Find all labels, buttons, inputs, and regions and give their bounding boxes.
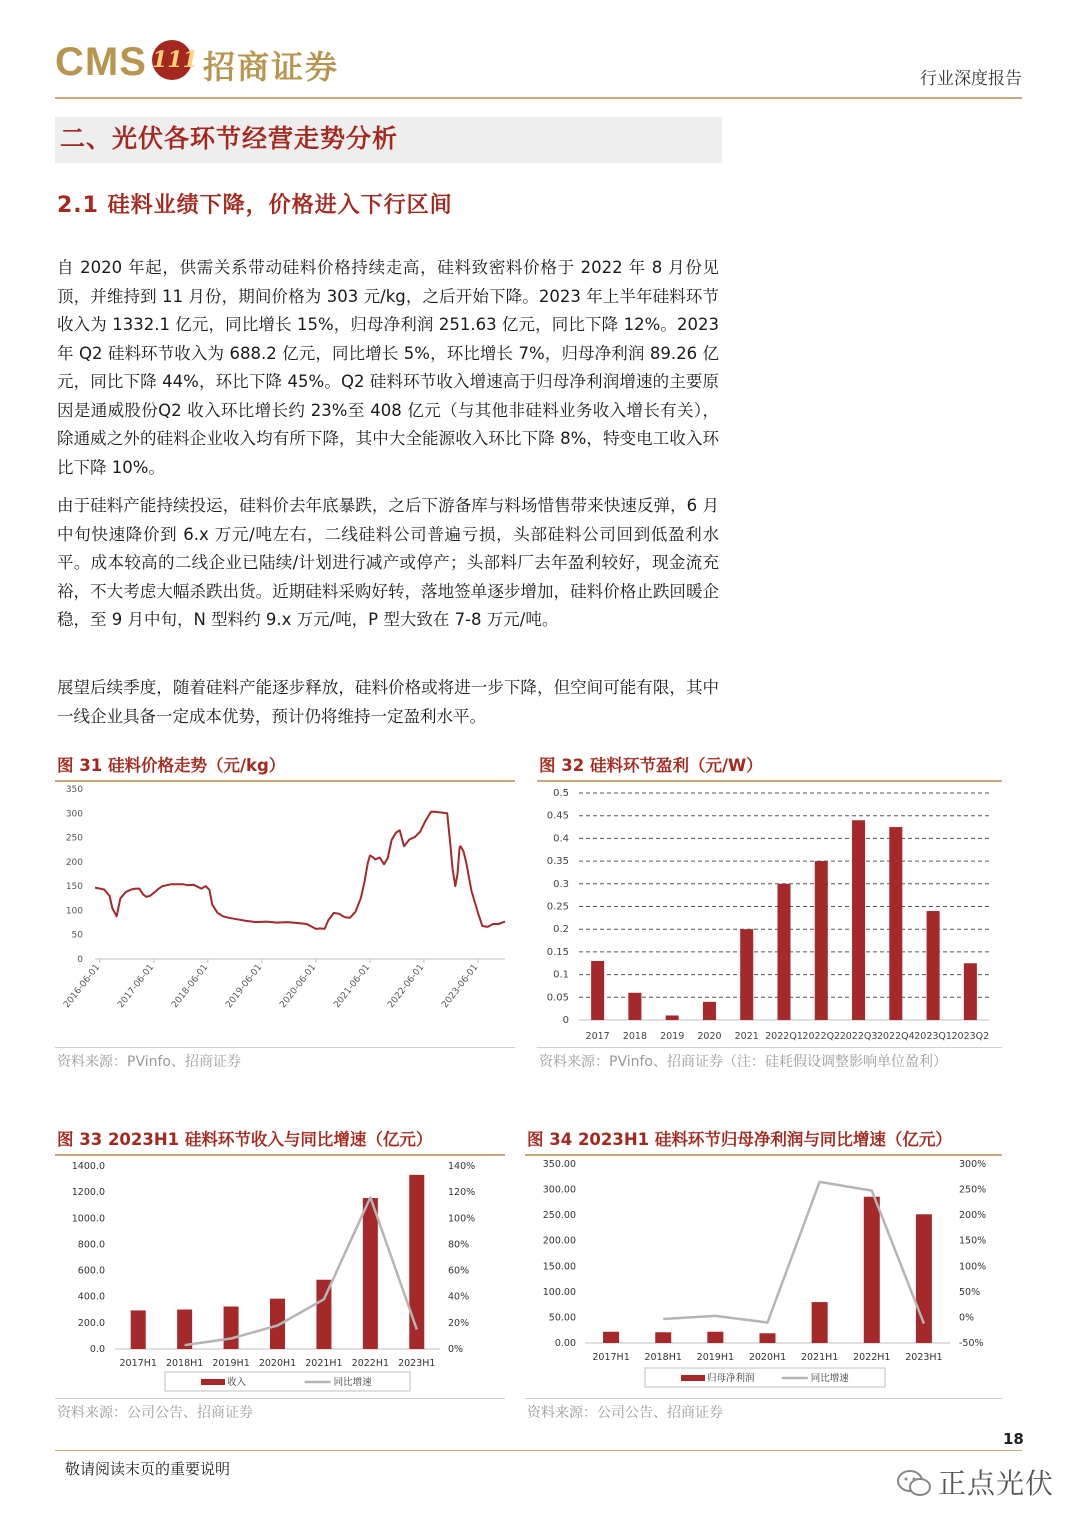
- x-tick-label: 2021-06-01: [332, 962, 373, 1011]
- figure-33-source: 资料来源：公司公告、招商证券: [57, 1405, 253, 1421]
- figure-32-source: 资料来源：PVinfo、招商证券（注：硅耗假设调整影响单位盈利）: [539, 1054, 947, 1070]
- y-right-tick-label: 0%: [448, 1344, 464, 1355]
- x-tick-label: 2019H1: [696, 1352, 735, 1363]
- y-tick-label: 0.5: [553, 788, 569, 799]
- figure-32-title: 图 32 硅料环节盈利（元/W）: [539, 756, 763, 775]
- figure-32-chart: [537, 783, 1002, 1045]
- wechat-icon: [896, 1468, 932, 1498]
- x-tick-label: 2017: [585, 1031, 610, 1042]
- y-left-tick-label: 400.0: [77, 1291, 105, 1303]
- x-tick-label: 2023Q2: [951, 1031, 990, 1042]
- bar: [628, 993, 641, 1020]
- x-tick-label: 2021H1: [800, 1352, 839, 1363]
- legend-swatch-bar: [681, 1375, 705, 1381]
- section-title: 二、光伏各环节经营走势分析: [60, 124, 399, 153]
- x-tick-label: 2018: [622, 1031, 648, 1042]
- bar: [760, 1333, 776, 1343]
- paragraph-1: 自 2020 年起，供需关系带动硅料价格持续走高，硅料致密料价格于 2022 年 8 月份见顶，并维持到 11 月份，期间价格为 303 元/kg，之后开始下降。2023 年上半年硅料环节收入为 1332.1 亿元，同比增长 15%，归母净利润 251.63 亿元，同比下降 12%。2023 年 Q2 硅料环节收入为 688.2 亿元，同比增长 5%，环比增长 7%，归母净利润 89.26 亿元，同比下降 44%，环比下降 45%。Q2 硅料环节收入增速高于归母净利润增速的主要原因是通威股份Q2 收入环比增长约 23%至 408 亿元（与其他非硅料业务收入增长有关），除通威之外的硅料企业收入均有所下降，其中大全能源收入环比下降 8%，特变电工收入环比下降 10%。: [57, 258, 719, 477]
- y-tick-label: 200: [65, 857, 83, 868]
- figure-31-source: 资料来源：PVinfo、招商证券: [57, 1054, 241, 1070]
- bar: [889, 827, 902, 1020]
- y-right-tick-label: -50%: [959, 1338, 984, 1349]
- x-tick-label: 2022H1: [853, 1352, 891, 1363]
- y-right-tick-label: 100%: [959, 1261, 987, 1273]
- x-tick-label: 2018-06-01: [170, 962, 211, 1011]
- bar: [591, 961, 604, 1020]
- y-left-tick-label: 300.00: [542, 1184, 576, 1196]
- x-tick-label: 2022Q3: [839, 1031, 878, 1042]
- bar: [707, 1332, 723, 1343]
- y-tick-label: 0: [77, 955, 83, 965]
- y-tick-label: 350: [65, 785, 83, 795]
- bar: [927, 911, 940, 1020]
- x-tick-label: 2019H1: [212, 1358, 250, 1369]
- legend-label: 同比增速: [333, 1377, 372, 1388]
- x-tick-label: 2017H1: [119, 1358, 157, 1369]
- bar: [815, 861, 828, 1020]
- subsection-title: 2.1 硅料业绩下降，价格进入下行区间: [57, 193, 453, 218]
- y-left-tick-label: 50.00: [548, 1312, 576, 1324]
- y-tick-label: 0.25: [546, 901, 569, 913]
- logo-badge-icon: 111: [152, 40, 192, 80]
- y-left-tick-label: 1400.0: [71, 1161, 105, 1172]
- y-right-tick-label: 50%: [959, 1286, 981, 1298]
- x-tick-label: 2020H1: [748, 1352, 787, 1363]
- bar: [603, 1332, 619, 1343]
- y-right-tick-label: 60%: [448, 1265, 470, 1277]
- figure-33-bottom-rule: [55, 1398, 505, 1399]
- figure-32-bottom-rule: [537, 1047, 1002, 1048]
- y-tick-label: 0.2: [553, 924, 569, 936]
- y-right-tick-label: 140%: [448, 1161, 476, 1172]
- x-tick-label: 2019-06-01: [224, 962, 265, 1011]
- y-left-tick-label: 0.0: [89, 1344, 105, 1355]
- y-tick-label: 0.3: [553, 878, 569, 890]
- y-left-tick-label: 800.0: [77, 1239, 105, 1251]
- header-divider: [55, 97, 1022, 99]
- x-tick-label: 2019: [660, 1031, 685, 1042]
- bar: [666, 1015, 679, 1020]
- bar: [363, 1198, 378, 1349]
- x-tick-label: 2023H1: [905, 1352, 943, 1363]
- watermark-text: 正点光伏: [938, 1467, 1055, 1500]
- bar: [778, 884, 791, 1020]
- paragraph-3: 展望后续季度，随着硅料产能逐步释放，硅料价格或将进一步下降，但空间可能有限，其中一线企业具备一定成本优势，预计仍将维持一定盈利水平。: [57, 678, 719, 726]
- figure-31-top-rule: [55, 780, 515, 782]
- y-tick-label: 0.35: [546, 856, 569, 868]
- bar: [655, 1332, 671, 1343]
- figure-33-chart: [55, 1156, 505, 1396]
- x-tick-label: 2017H1: [592, 1352, 630, 1363]
- bar: [409, 1175, 424, 1349]
- y-right-tick-label: 20%: [448, 1317, 470, 1329]
- x-tick-label: 2022-06-01: [386, 962, 427, 1011]
- legend-swatch-bar: [201, 1379, 225, 1385]
- figure-34-chart: [525, 1156, 1002, 1396]
- y-tick-label: 250: [65, 833, 83, 844]
- bar: [916, 1214, 932, 1343]
- x-tick-label: 2020-06-01: [278, 962, 319, 1011]
- x-tick-label: 2018H1: [165, 1358, 204, 1369]
- y-right-tick-label: 120%: [448, 1187, 476, 1199]
- y-left-tick-label: 600.0: [77, 1265, 105, 1277]
- x-tick-label: 2022Q2: [802, 1031, 841, 1042]
- x-tick-label: 2017-06-01: [116, 962, 157, 1011]
- legend-label: 同比增速: [810, 1373, 849, 1384]
- bar: [964, 963, 977, 1020]
- y-tick-label: 0.15: [546, 946, 569, 958]
- figure-34-bottom-rule: [525, 1398, 1002, 1399]
- bar: [852, 820, 865, 1020]
- footer-notice: 敬请阅读末页的重要说明: [65, 1460, 231, 1478]
- y-tick-label: 50: [71, 930, 83, 941]
- bar: [812, 1302, 828, 1343]
- y-left-tick-label: 200.0: [77, 1317, 105, 1329]
- x-tick-label: 2020H1: [258, 1358, 297, 1369]
- y-right-tick-label: 100%: [448, 1213, 476, 1225]
- x-tick-label: 2023-06-01: [440, 962, 481, 1011]
- figure-31-chart: [55, 783, 515, 1045]
- y-right-tick-label: 40%: [448, 1291, 470, 1303]
- y-right-tick-label: 0%: [959, 1312, 975, 1324]
- y-right-tick-label: 200%: [959, 1210, 987, 1222]
- x-tick-label: 2022H1: [351, 1358, 390, 1369]
- y-tick-label: 0.05: [546, 992, 569, 1004]
- bar: [703, 1002, 716, 1020]
- logo-cms-text: CMS: [55, 40, 147, 84]
- x-tick-label: 2022Q4: [876, 1031, 915, 1042]
- y-left-tick-label: 0.00: [554, 1338, 576, 1349]
- y-left-tick-label: 150.00: [542, 1261, 576, 1273]
- y-left-tick-label: 1000.0: [71, 1213, 105, 1225]
- figure-34-source: 资料来源：公司公告、招商证券: [527, 1405, 723, 1421]
- paragraph-2: 由于硅料产能持续投运，硅料价去年底暴跌，之后下游备库与料场惜售带来快速反弹，6 月中旬快速降价到 6.x 万元/吨左右，二线硅料公司普遍亏损，头部硅料公司回到低盈利水平。成本较高的二线企业已陆续/计划进行减产或停产；头部料厂去年盈利较好，现金流充裕，不大考虑大幅杀跌出货。近期硅料采购好转，落地签单逐步增加，硅料价格止跌回暖企稳，至 9 月中旬，N 型料约 9.x 万元/吨，P 型大致在 7-8 万元/吨。: [57, 496, 719, 629]
- y-right-tick-label: 250%: [959, 1184, 987, 1196]
- y-right-tick-label: 80%: [448, 1239, 470, 1251]
- figure-32-top-rule: [537, 780, 1002, 782]
- x-tick-label: 2018H1: [644, 1352, 682, 1363]
- y-tick-label: 0.4: [553, 833, 569, 845]
- bar: [177, 1310, 192, 1349]
- figure-31-title: 图 31 硅料价格走势（元/kg）: [57, 756, 286, 775]
- footer-divider: [55, 1450, 1022, 1451]
- y-right-tick-label: 300%: [959, 1159, 987, 1170]
- figure-34-title: 图 34 2023H1 硅料环节归母净利润与同比增速（亿元）: [527, 1130, 952, 1149]
- bar: [864, 1197, 880, 1343]
- y-left-tick-label: 1200.0: [71, 1187, 105, 1199]
- x-tick-label: 2023H1: [398, 1358, 436, 1369]
- growth-line: [185, 1197, 417, 1345]
- y-tick-label: 0.1: [553, 969, 569, 981]
- price-line: [95, 812, 505, 929]
- legend-label: 收入: [227, 1377, 247, 1388]
- y-tick-label: 0: [562, 1015, 569, 1026]
- report-type: 行业深度报告: [920, 69, 1022, 89]
- logo-chinese-text: 招商证券: [203, 48, 340, 86]
- x-tick-label: 2022Q1: [765, 1031, 803, 1042]
- figure-31-bottom-rule: [55, 1047, 515, 1048]
- growth-line: [663, 1182, 924, 1324]
- x-tick-label: 2021: [734, 1031, 759, 1042]
- page-number: 18: [1003, 1430, 1024, 1448]
- bar: [131, 1310, 146, 1349]
- figure-33-title: 图 33 2023H1 硅料环节收入与同比增速（亿元）: [57, 1130, 433, 1149]
- y-right-tick-label: 150%: [959, 1235, 987, 1247]
- y-left-tick-label: 250.00: [542, 1210, 576, 1222]
- y-left-tick-label: 200.00: [542, 1235, 576, 1247]
- y-tick-label: 100: [65, 906, 83, 917]
- x-tick-label: 2020: [697, 1031, 722, 1042]
- bar: [740, 929, 753, 1020]
- y-tick-label: 300: [65, 809, 83, 820]
- y-tick-label: 150: [65, 882, 83, 893]
- y-left-tick-label: 350.00: [542, 1159, 576, 1170]
- x-tick-label: 2023Q1: [914, 1031, 952, 1042]
- legend-label: 归母净利润: [707, 1373, 755, 1384]
- x-tick-label: 2021H1: [305, 1358, 343, 1369]
- x-tick-label: 2016-06-01: [62, 962, 103, 1011]
- y-left-tick-label: 100.00: [542, 1286, 576, 1298]
- bar: [224, 1307, 239, 1349]
- y-tick-label: 0.45: [546, 810, 569, 822]
